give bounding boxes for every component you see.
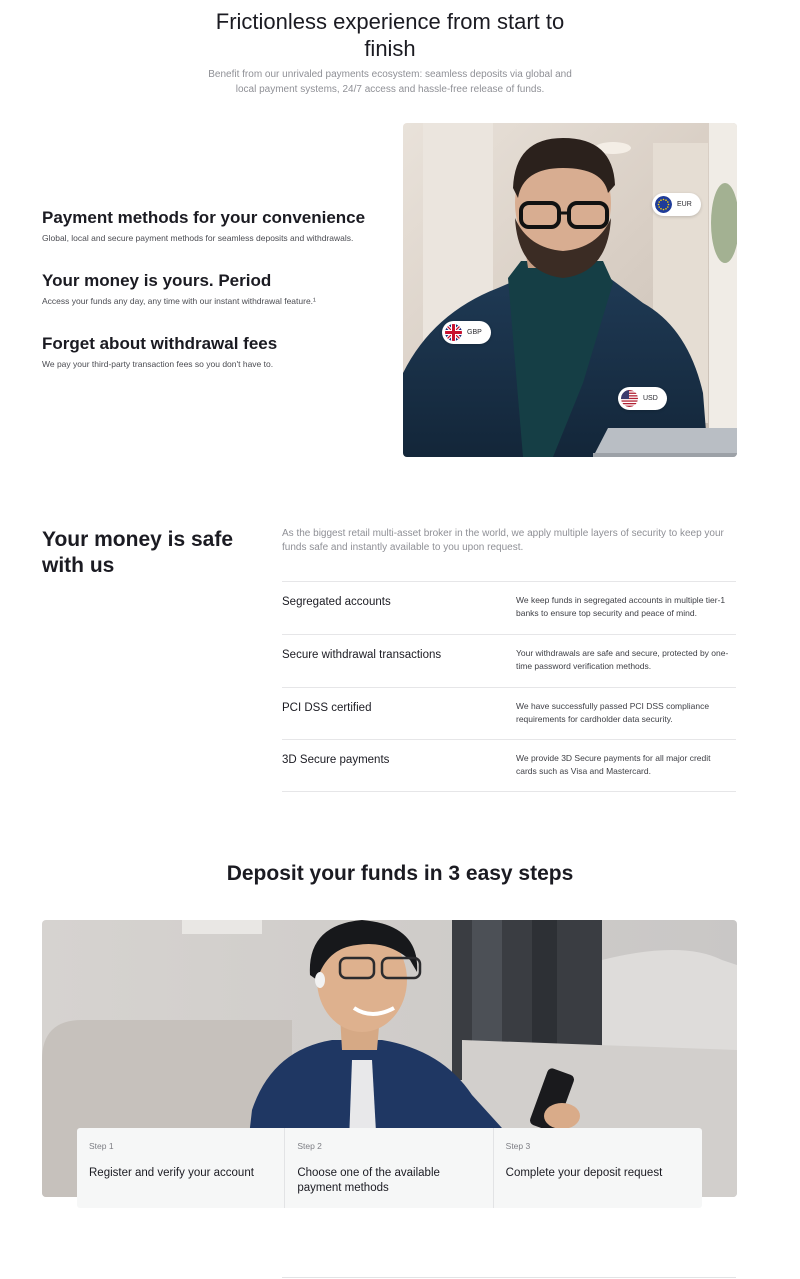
currency-label-gbp: GBP (467, 329, 482, 336)
hero-subtitle: Benefit from our unrivaled payments ecosystem: seamless deposits via global and local payment systems, 24/7 access and hassle-free release of funds. (208, 69, 572, 95)
feature-title-payment-methods: Payment methods for your convenience (42, 208, 366, 227)
feature-desc-withdrawal-fees: We pay your third-party transaction fees so you don't have to. (42, 359, 274, 369)
security-label: 3D Secure payments (282, 754, 390, 766)
deposit-step-3 (494, 1128, 702, 1208)
feature-title-withdrawal-fees: Forget about withdrawal fees (42, 334, 278, 353)
currency-label-eur: EUR (677, 201, 692, 208)
security-desc: Your withdrawals are safe and secure, protected by one-time password verification methods. (516, 648, 729, 671)
safe-section-title: Your money is safe with us (42, 528, 234, 577)
feature-desc-payment-methods: Global, local and secure payment methods for seamless deposits and withdrawals. (42, 233, 354, 243)
us-flag-icon (621, 390, 638, 407)
security-desc: We keep funds in segregated accounts in multiple tier-1 banks to ensure top security and peace of mind. (516, 595, 726, 618)
step-number: Step 1 (89, 1141, 114, 1151)
feature-desc-money-yours: Access your funds any day, any time with our instant withdrawal feature.¹ (42, 296, 316, 306)
security-label: PCI DSS certified (282, 702, 372, 714)
hero-photo-man-with-laptop (403, 123, 737, 457)
feature-title-money-yours: Your money is yours. Period (42, 271, 272, 290)
safe-section-intro: As the biggest retail multi-asset broker in the world, we apply multiple layers of security to keep your funds safe and instantly available to you upon request. (282, 528, 724, 553)
deposit-section-title: Deposit your funds in 3 easy steps (226, 862, 574, 885)
uk-flag-icon (445, 324, 462, 341)
hero-title: Frictionless experience from start to finish (215, 9, 565, 61)
security-desc: We have successfully passed PCI DSS compliance requirements for cardholder data security. (516, 701, 710, 724)
deposit-step-2 (285, 1128, 493, 1208)
currency-badge-eur (652, 193, 701, 216)
deposit-steps-card (77, 1128, 702, 1208)
step-number: Step 3 (505, 1141, 531, 1151)
security-desc: We provide 3D Secure payments for all major credit cards such as Visa and Mastercard. (516, 753, 711, 776)
currency-badge-gbp (442, 321, 491, 344)
currency-label-usd: USD (643, 395, 658, 402)
security-row-withdrawal (282, 634, 736, 687)
man-illustration (403, 123, 737, 457)
security-label: Segregated accounts (282, 596, 391, 608)
eu-flag-icon (655, 196, 672, 213)
step-text: Register and verify your account (89, 1167, 254, 1179)
step-text: Complete your deposit request (505, 1167, 663, 1179)
security-row-pci-dss (282, 687, 736, 740)
step-text: Choose one of the available payment methods (297, 1167, 440, 1194)
deposit-step-1 (77, 1128, 285, 1208)
security-row-segregated (282, 581, 736, 634)
security-row-3d-secure (282, 739, 736, 792)
security-label: Secure withdrawal transactions (282, 649, 442, 661)
section-divider (282, 1277, 736, 1278)
currency-badge-usd (618, 387, 667, 410)
step-number: Step 2 (297, 1141, 322, 1151)
